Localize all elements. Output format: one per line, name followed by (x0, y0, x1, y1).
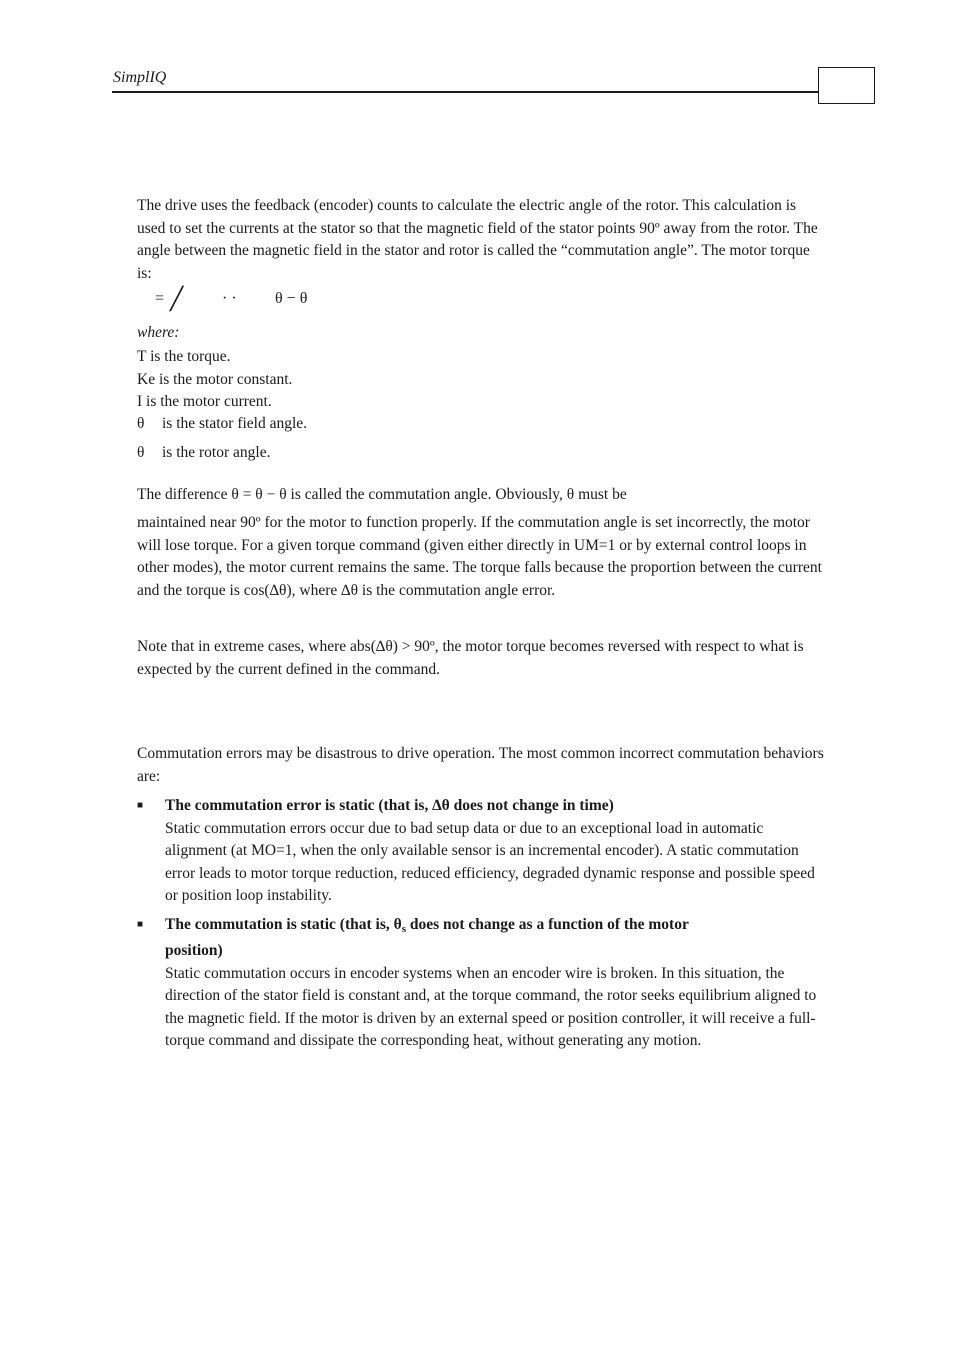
theta-symbol: θ (566, 486, 575, 503)
bullet-list (137, 795, 827, 1059)
text-span: The commutation is static (that is, θ (165, 915, 402, 933)
paragraph-intro: The drive uses the feedback (encoder) counts to calculate the electric angle of the rotor. This calculation is used to set the currents at the stator so that the magnetic field of the stator points 90º away from the rotor. The angle between the magnetic field in the stator and rotor is called the “commutation angle”. The motor torque is: (137, 197, 818, 282)
definition-item: T is the torque. (137, 348, 231, 365)
where-label: where: (137, 324, 180, 341)
text-span: must be (574, 486, 627, 503)
text-span: The difference (137, 486, 232, 503)
definition-item: Ke is the motor constant. (137, 370, 293, 388)
page-number-box (818, 67, 875, 104)
bullet-heading: The commutation error is static (that is, ∆θ does not change in time) (165, 797, 614, 814)
formula-slash: ╱ (170, 286, 184, 311)
formula-equals: = (155, 290, 165, 307)
subscript: s (401, 922, 406, 935)
text-span: is called the commutation angle. Obviously, (286, 486, 567, 503)
definitions-list (137, 346, 292, 414)
list-item (137, 795, 827, 908)
formula-theta-expr: θ − θ (275, 290, 308, 307)
torque-formula (150, 286, 450, 316)
theta-difference-expr: θ = θ − θ (231, 486, 287, 503)
header-title: SimplIQ (113, 69, 167, 86)
theta-symbol: θ (137, 415, 145, 432)
bullet-mark: ■ (137, 800, 144, 811)
paragraph-first-line (137, 484, 827, 512)
list-item (137, 914, 827, 1053)
paragraph-commutation-angle (137, 484, 827, 602)
definition-item: I is the motor current. (137, 393, 272, 410)
paragraph-extreme-cases: Note that in extreme cases, where abs(∆θ) > 90º, the motor torque becomes reversed with respect to what is expected by the current defined in the command. (137, 638, 804, 678)
theta-def-stator (137, 415, 307, 433)
bullet-heading (165, 914, 827, 941)
theta-def-text: is the stator field angle. (162, 415, 308, 432)
text-span: does not change as a function of the motor (405, 915, 689, 933)
bullet-body: Static commutation occurs in encoder systems when an encoder wire is broken. In this situation, the direction of the stator field is constant and, at the torque command, the rotor seeks equilibrium aligned to the magnetic field. If the motor is driven by an external speed or position controller, it will receive a full-torque command and dissipate the corresponding heat, without generating any motion. (165, 964, 817, 1049)
bullet-body: Static commutation errors occur due to bad setup data or due to an exceptional load in automatic alignment (at MO=1, when the only available sensor is an incremental encoder). A static commutation error leads to motor torque reduction, reduced efficiency, degraded dynamic response and possible speed or position loop instability. (165, 819, 815, 904)
theta-symbol: θ (137, 444, 145, 461)
bullet-mark: ■ (137, 918, 144, 930)
formula-dots: · · (222, 290, 237, 307)
paragraph-commutation-errors: Commutation errors may be disastrous to drive operation. The most common incorrect commutation behaviors are: (137, 745, 824, 785)
header-rule (112, 91, 818, 93)
paragraph-rest: maintained near 90º for the motor to function properly. If the commutation angle is set incorrectly, the motor will lose torque. For a given torque command (given either directly in UM=1 or by external control loops in other modes), the motor current remains the same. The torque falls because the proportion between the current and the torque is cos(∆θ), where ∆θ is the commutation angle error. (137, 514, 822, 599)
theta-def-text: is the rotor angle. (162, 444, 271, 461)
bullet-heading-continuation: position) (165, 942, 223, 959)
theta-def-rotor (137, 444, 270, 462)
